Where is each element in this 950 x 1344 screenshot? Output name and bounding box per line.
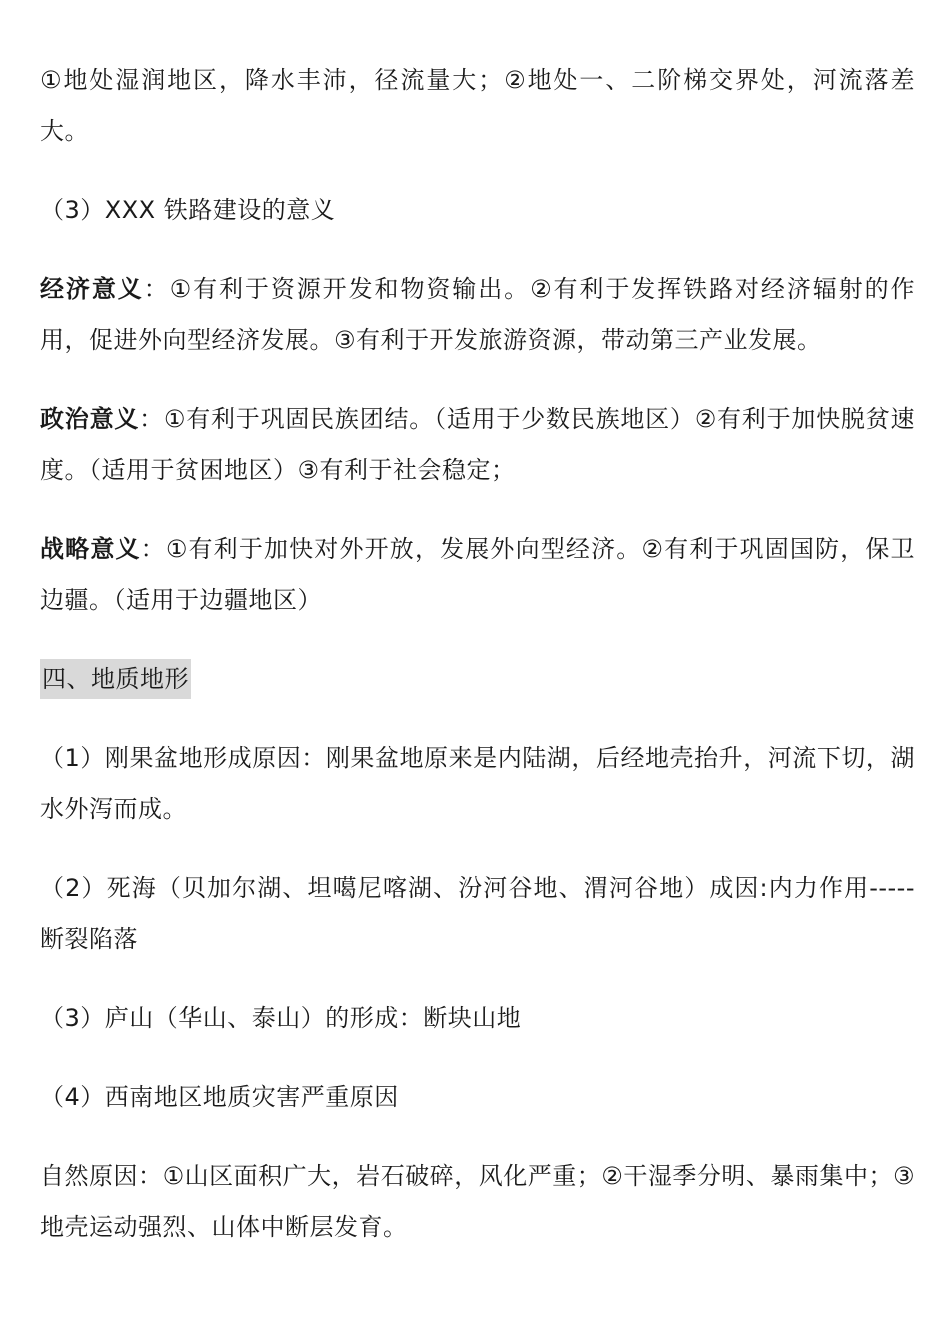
paragraph-congo-basin: （1）刚果盆地形成原因：刚果盆地原来是内陆湖，后经地壳抬升，河流下切，湖水外泻而成。 — [40, 744, 915, 823]
political-label: 政治意义 — [40, 405, 140, 433]
economic-label: 经济意义 — [40, 275, 144, 303]
section-heading-geology — [40, 654, 915, 705]
paragraph-political-significance — [40, 394, 915, 496]
paragraph-lushan: （3）庐山（华山、泰山）的形成：断块山地 — [40, 1004, 522, 1032]
paragraph-economic-significance — [40, 264, 915, 366]
paragraph-railway-heading: （3）XXX 铁路建设的意义 — [40, 196, 336, 224]
strategic-text: ：①有利于加快对外开放，发展外向型经济。②有利于巩固国防，保卫边疆。（适用于边疆地区） — [40, 535, 916, 614]
paragraph-hydropower-reasons: ①地处湿润地区，降水丰沛，径流量大；②地处一、二阶梯交界处，河流落差大。 — [40, 66, 915, 145]
paragraph-strategic-significance — [40, 524, 915, 626]
section-heading-text: 四、地质地形 — [40, 659, 191, 699]
paragraph-southwest-heading: （4）西南地区地质灾害严重原因 — [40, 1083, 399, 1111]
paragraph-dead-sea: （2）死海（贝加尔湖、坦噶尼喀湖、汾河谷地、渭河谷地）成因:内力作用-----断裂陷落 — [40, 874, 915, 953]
document-page — [40, 55, 915, 1281]
paragraph-natural-causes: 自然原因：①山区面积广大，岩石破碎，风化严重；②干湿季分明、暴雨集中；③地壳运动强烈、山体中断层发育。 — [40, 1162, 915, 1241]
economic-text: ：①有利于资源开发和物资输出。②有利于发挥铁路对经济辐射的作用，促进外向型经济发展。③有利于开发旅游资源，带动第三产业发展。 — [40, 275, 916, 354]
strategic-label: 战略意义 — [40, 535, 141, 563]
political-text: ：①有利于巩固民族团结。（适用于少数民族地区）②有利于加快脱贫速度。（适用于贫困地区）③有利于社会稳定； — [40, 405, 915, 484]
